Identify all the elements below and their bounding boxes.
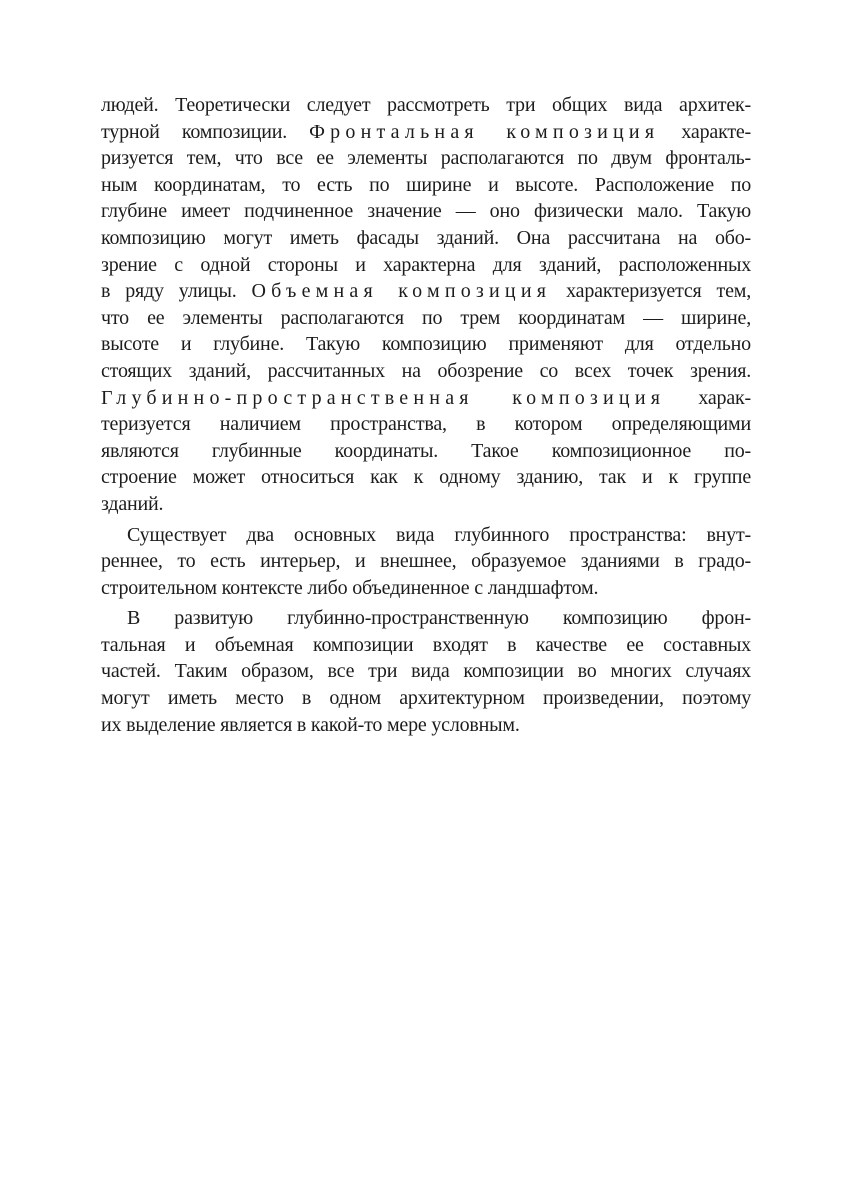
page-body <box>101 92 751 742</box>
text-line <box>101 548 751 575</box>
text-line <box>101 225 751 252</box>
text-line <box>101 172 751 199</box>
text-line <box>101 491 751 518</box>
text-line <box>101 305 751 332</box>
text-run: могут иметь место в одном архитектурном произведении, поэтому <box>101 687 751 710</box>
paragraph <box>101 605 751 738</box>
text-run: глубине имеет подчиненное значение — оно физически мало. Такую <box>101 200 751 223</box>
text-line <box>101 438 751 465</box>
text-line <box>101 522 751 549</box>
text-line <box>101 331 751 358</box>
text-run: ризуется тем, что все ее элементы располагаются по двум фронталь- <box>101 147 751 170</box>
text-run: зрение с одной стороны и характерна для зданий, расположенных <box>101 253 751 276</box>
text-line <box>101 385 751 412</box>
text-line <box>101 278 751 305</box>
text-line <box>101 411 751 438</box>
text-run: в ряду улицы. <box>101 280 252 303</box>
spaced-term: Объемная композиция <box>251 280 552 303</box>
text-line <box>101 658 751 685</box>
text-run: характеризуется тем, <box>551 280 752 303</box>
text-run: реннее, то есть интерьер, и внешнее, образуемое зданиями в градо- <box>101 550 751 573</box>
text-line <box>101 464 751 491</box>
text-run: строительном контексте либо объединенное с ландшафтом. <box>101 576 599 599</box>
text-run: турной композиции. <box>101 120 310 143</box>
text-line <box>101 145 751 172</box>
text-run: стоящих зданий, рассчитанных на обозрение со всех точек зрения. <box>101 359 751 382</box>
text-run: Существует два основных вида глубинного пространства: внут- <box>127 523 751 546</box>
paragraph <box>101 522 751 602</box>
text-run: что ее элементы располагаются по трем координатам — ширине, <box>101 306 751 329</box>
text-run: их выделение является в какой-то мере условным. <box>101 713 520 736</box>
text-run: тальная и объемная композиции входят в качестве ее составных <box>101 633 751 656</box>
text-run: частей. Таким образом, все три вида композиции во многих случаях <box>101 660 751 683</box>
text-run: харак- <box>665 386 751 409</box>
text-run: высоте и глубине. Такую композицию применяют для отдельно <box>101 333 751 356</box>
text-run: людей. Теоретически следует рассмотреть три общих вида архитек- <box>101 94 751 116</box>
spaced-term: Глубинно-пространственная композиция <box>101 386 666 409</box>
text-run: являются глубинные координаты. Такое композиционное по- <box>101 439 751 462</box>
paragraph <box>101 92 751 518</box>
text-line <box>101 575 751 602</box>
text-line <box>101 119 751 146</box>
text-line <box>101 358 751 385</box>
text-line <box>101 198 751 225</box>
text-line <box>101 632 751 659</box>
text-run: характе- <box>659 120 751 143</box>
text-run: теризуется наличием пространства, в котором определяющими <box>101 413 751 436</box>
text-line <box>101 92 751 119</box>
spaced-term: Фронтальная композиция <box>309 120 660 143</box>
text-run: ным координатам, то есть по ширине и высоте. Расположение по <box>101 173 751 196</box>
text-line <box>101 712 751 739</box>
text-run: зданий. <box>101 492 164 515</box>
text-line <box>101 252 751 279</box>
text-run: В развитую глубинно-пространственную композицию фрон- <box>127 607 751 630</box>
text-line <box>101 605 751 632</box>
text-run: композицию могут иметь фасады зданий. Она рассчитана на обо- <box>101 226 751 249</box>
text-line <box>101 685 751 712</box>
text-run: строение может относиться как к одному зданию, так и к группе <box>101 466 751 489</box>
